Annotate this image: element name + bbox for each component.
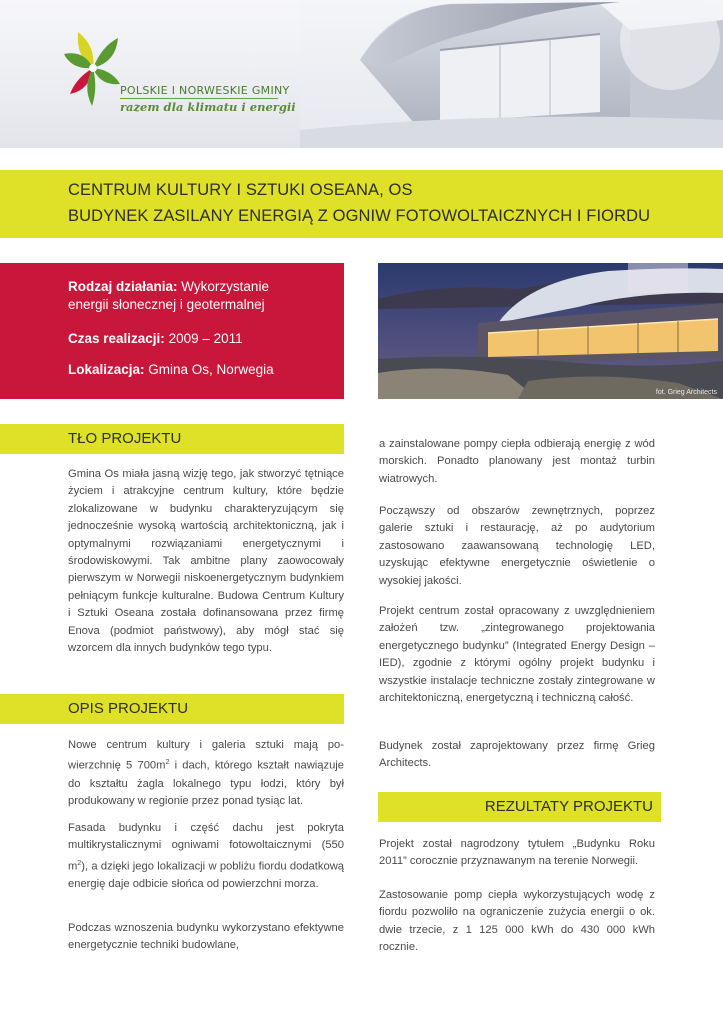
activity-type-label: Rodzaj działania: [68, 279, 178, 294]
section-header-results [378, 792, 661, 822]
header-banner [0, 0, 723, 148]
results-paragraph-2: Zastosowanie pomp ciepła wykorzystujących wodę z fiordu pozwoliło na ograniczenie zużycia energii o ok. dwie trzecie, z 1 125 000 kWh do 430 000 kWh rocznie. [379, 889, 655, 954]
area-superscript: 2 [165, 759, 170, 767]
location [68, 361, 274, 379]
description-paragraph-2-end: ), a dzięki jego lokalizacji w pobliżu fiordu dodatkową energię daje odbicie słońca od powierzchni morza. [68, 860, 344, 890]
right-paragraph-3: Projekt centrum został opracowany z uwzględnieniem założeń tzw. „zintegrowanego projektowania energetycznego budynku” (Integrated Energy Design – IED), zgodnie z którymi ogólny projekt budynku i wszystkie instalacje techniczne zostały zintegrowane w architektoniczną, energetyczną i techniczną całość. [379, 605, 655, 705]
section-title-description: OPIS PROJEKTU [68, 700, 189, 717]
leaf-flower-icon [62, 24, 124, 112]
pv-area-superscript: 2 [77, 859, 82, 867]
location-value: Gmina Os, Norwegia [148, 362, 274, 377]
activity-type-value-2: energii słonecznej i geotermalnej [68, 297, 265, 312]
right-paragraph-4: Budynek został zaprojektowany przez firmę Grieg Architects. [379, 740, 655, 770]
description-paragraph-1 [68, 737, 344, 810]
description-paragraph-2-start: Fasada budynku i część dachu jest pokryta multikrystalicznymi ogniwami fotowoltaicznymi (550 m [68, 822, 344, 873]
photo-credit: fot. Grieg Architects [655, 389, 717, 396]
building-header-image [300, 0, 723, 148]
building-night-image [378, 263, 723, 399]
duration-value: 2009 – 2011 [168, 331, 243, 346]
page-title-line-1: CENTRUM KULTURY I SZTUKI OSEANA, OS [68, 181, 413, 199]
duration [68, 330, 243, 348]
description-paragraph-3: Podczas wznoszenia budynku wykorzystano efektywne energetycznie techniki budowlane, [68, 922, 344, 952]
building-photo [378, 263, 723, 399]
logo-tagline: razem dla klimatu i energii [120, 100, 296, 114]
section-title-results: REZULTATY PROJEKTU [484, 798, 653, 815]
description-paragraph-1-end: i dach, którego kształt nawiązuje do kształtu żagla lokalnego typu łodzi, który był produkowany w regionie przez ponad tysiąc lat. [68, 760, 345, 807]
description-paragraph-2 [68, 820, 344, 893]
results-paragraph-1: Projekt został nagrodzony tytułem „Budynku Roku 2011” corocznie przyznawanym na terenie Norwegii. [379, 838, 655, 868]
project-info-box [0, 263, 344, 399]
logo-divider [120, 98, 278, 99]
logo [62, 24, 302, 120]
page-title-line-2: BUDYNEK ZASILANY ENERGIĄ Z OGNIW FOTOWOLTAICZNYCH I FIORDU [68, 207, 651, 225]
logo-title: POLSKIE I NORWESKIE GMINY [120, 84, 290, 97]
description-paragraph-1-start: Nowe centrum kultury i galeria sztuki mają powierzchnię 5 700m [68, 739, 344, 773]
right-paragraph-2: Począwszy od obszarów zewnętrznych, poprzez galerie sztuki i restaurację, aż po audytorium zastosowano zaawansowaną technologię LED, uzyskując efektywne energetycznie oświetlenie o wysokiej jakości. [379, 505, 655, 587]
activity-type [68, 278, 269, 314]
activity-type-value-1: Wykorzystanie [181, 279, 269, 294]
title-band [0, 170, 723, 238]
right-paragraph-1: a zainstalowane pompy ciepła odbierają energię z wód morskich. Ponadto planowany jest montaż turbin wiatrowych. [379, 438, 655, 485]
duration-label: Czas realizacji: [68, 331, 165, 346]
section-header-description [0, 694, 344, 724]
section-title-background: TŁO PROJEKTU [68, 430, 182, 447]
location-label: Lokalizacja: [68, 362, 145, 377]
background-paragraph: Gmina Os miała jasną wizję tego, jak stworzyć tętniące życiem i atrakcyjne centrum kultury, które będzie zlokalizowane w budynku charakteryzującym się jednocześnie wysoką wartością architektoniczną, jak i optymalnymi rozwiązaniami energetycznymi i środowiskowymi. Tak ambitne plany zaowocowały pierwszym w Norwegii niskoenergetycznym budynkiem pełniącym funkcje kulturalne. Budowa Centrum Kultury i Sztuki Oseana została dofinansowana przez firmę Enova (podmiot państwowy), aby mógł stać się wzorcem dla innych budynków tego typu. [68, 468, 344, 655]
section-header-background [0, 424, 344, 454]
